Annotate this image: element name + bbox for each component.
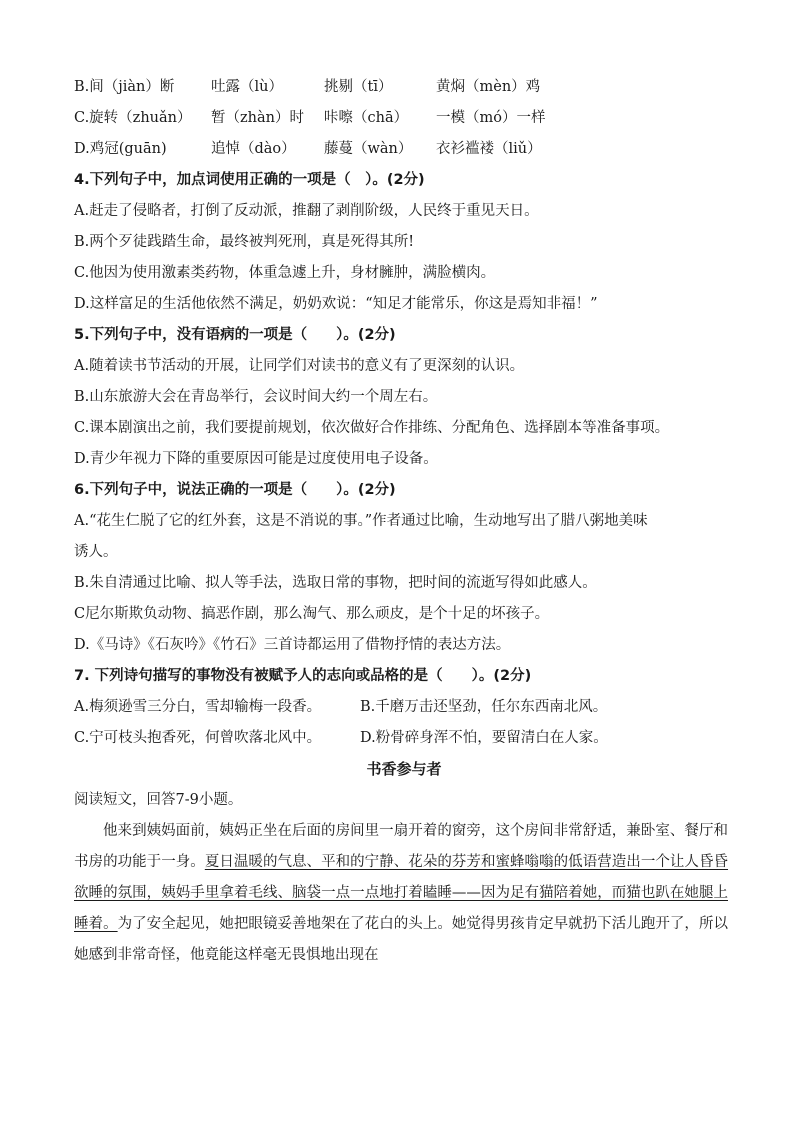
q6-option-c: C尼尔斯欺负动物、搞恶作剧，那么淘气、那么顽皮，是个十足的坏孩子。 (74, 606, 550, 622)
q6-option-a: A.“花生仁脱了它的红外套，这是不消说的事。”作者通过比喻，生动地写出了腊八粥地美味 (74, 513, 648, 529)
q6-stem: 6.下列句子中，说法正确的一项是（ ）。(2分) (74, 482, 396, 498)
q6-option-d: D.《马诗》《石灰吟》《竹石》三首诗都运用了借物抒情的表达方法。 (74, 637, 511, 653)
q6-option-a-continued: 诱人。 (74, 544, 118, 560)
q7-option-a: A.梅须逊雪三分白，雪却输梅一段香。 (74, 699, 322, 715)
q3-b-item: 挑剔（tī） (324, 79, 393, 95)
q3-option-d-row (74, 134, 734, 165)
paragraph-text-end: 为了安全起见，她把眼镜妥善地架在了花白的头上。她觉得男孩肯定早就扔下活儿跑开了，所以她感到非常奇怪，他竟能这样毫无畏惧地出现在 (74, 916, 729, 963)
q3-option-b-row (74, 72, 734, 103)
q5-option-d: D.青少年视力下降的重要原因可能是过度使用电子设备。 (74, 451, 438, 467)
q4-stem: 4.下列句子中，加点词使用正确的一项是（ ）。(2分) (74, 172, 425, 188)
q7-option-b: B.千磨万击还坚劲，任尔东西南北风。 (360, 699, 608, 715)
q7-stem: 7. 下列诗句描写的事物没有被赋予人的志向或品格的是（ ）。(2分) (74, 668, 532, 684)
q5-option-c: C.课本剧演出之前，我们要提前规划，依次做好合作排练、分配角色、选择剧本等准备事项。 (74, 420, 670, 436)
q5-option-a: A.随着读书节活动的开展，让同学们对读书的意义有了更深刻的认识。 (74, 358, 525, 374)
q3-b-item: 黄焖（mèn）鸡 (436, 79, 541, 95)
q5-option-b: B.山东旅游大会在青岛举行，会议时间大约一个周左右。 (74, 389, 438, 405)
reading-instruction: 阅读短文，回答7-9小题。 (74, 792, 243, 808)
q5-stem: 5.下列句子中，没有语病的一项是（ ）。(2分) (74, 327, 396, 343)
q3-d-item: 藤蔓（wàn） (324, 141, 413, 157)
q3-c-item: 咔嚓（chā） (324, 110, 409, 126)
paragraph-text-start: 他来到姨妈面前，姨妈正坐在后面的房间里一扇开着的窗旁，这个房间非常舒适，兼卧室、餐厅和书房的功能于一身。 (74, 823, 728, 870)
q4-option-d: D.这样富足的生活他依然不满足，奶奶欢说：“知足才能常乐，你这是焉知非福！” (74, 296, 598, 312)
underlined-passage: 夏日温暖的气息、平和的宁静、花朵的芬芳和蜜蜂嗡嗡的低语营造出一个让人昏昏欲睡的氛围，姨妈手里拿着毛线、脑袋一点一点地打着瞌睡——因为足有猫陪着她，而猫也趴在她腿上睡着。 (74, 854, 729, 932)
q3-c-item: 一模（mó）一样 (436, 110, 546, 126)
q7-options-ab-row (74, 692, 734, 723)
q3-d-item: 追悼（dào） (211, 141, 296, 157)
worksheet-page (74, 72, 734, 971)
q3-d-item: 衣衫褴褛（liǔ） (436, 141, 542, 157)
q6-option-b: B.朱自清通过比喻、拟人等手法，选取日常的事物，把时间的流逝写得如此感人。 (74, 575, 597, 591)
q3-c-item: 暂（zhàn）时 (211, 110, 304, 126)
reading-paragraph (74, 816, 728, 971)
reading-title: 书香参与者 (366, 760, 442, 778)
q3-b-item: 吐露（lù） (211, 79, 283, 95)
q7-option-d: D.粉骨碎身浑不怕，要留清白在人家。 (360, 730, 608, 746)
q3-option-c-row (74, 103, 734, 134)
q7-option-c: C.宁可枝头抱香死，何曾吹落北风中。 (74, 730, 322, 746)
q3-b-item: B.间（jiàn）断 (74, 79, 175, 95)
q7-options-cd-row (74, 723, 734, 754)
q4-option-b: B.两个歹徒践踏生命，最终被判死刑，真是死得其所! (74, 234, 415, 250)
q3-d-item: D.鸡冠(guān) (74, 141, 167, 157)
q3-c-item: C.旋转（zhuǎn） (74, 110, 192, 126)
q4-option-a: A.赶走了侵略者，打倒了反动派，推翻了剥削阶级，人民终于重见天日。 (74, 203, 539, 219)
q4-option-c: C.他因为使用激素类药物，体重急遽上升，身材臃肿，满脸横肉。 (74, 265, 496, 281)
